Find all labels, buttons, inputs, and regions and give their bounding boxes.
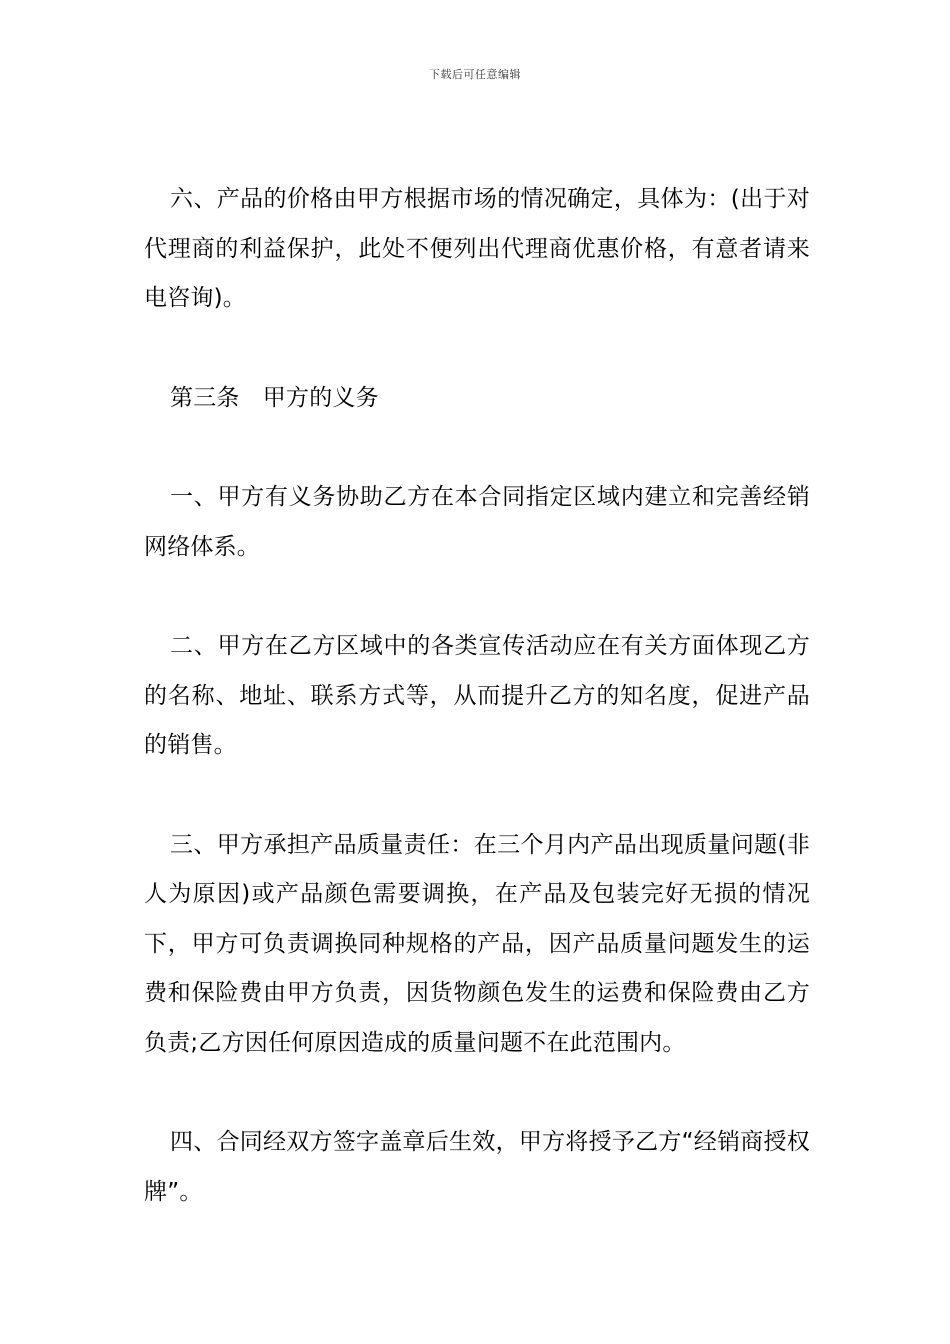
article-three-heading: 第三条 甲方的义务	[170, 384, 379, 411]
page-header: 下载后可任意编辑	[429, 68, 521, 81]
obligation-three-paragraph: 三、甲方承担产品质量责任：在三个月内产品出现质量问题(非人为原因)或产品颜色需要调换，在产品及包装完好无损的情况下，甲方可负责调换同种规格的产品，因产品质量问题发生的运费和保险费由甲方负责，因货物颜色发生的运费和保险费由乙方负责;乙方因任何原因造成的质量问题不在此范围内。	[144, 831, 810, 1056]
obligation-two-paragraph: 二、甲方在乙方区域中的各类宣传活动应在有关方面体现乙方的名称、地址、联系方式等，从而提升乙方的知名度，促进产品的销售。	[144, 633, 810, 758]
clause-price-paragraph: 六、产品的价格由甲方根据市场的情况确定，具体为：(出于对代理商的利益保护，此处不便列出代理商优惠价格，有意者请来电咨询)。	[144, 186, 810, 311]
document-body	[144, 175, 810, 1267]
obligation-four-paragraph: 四、合同经双方签字盖章后生效，甲方将授予乙方“经销商授权牌”。	[144, 1129, 810, 1205]
obligation-one-paragraph: 一、甲方有义务协助乙方在本合同指定区域内建立和完善经销网络体系。	[144, 484, 810, 560]
